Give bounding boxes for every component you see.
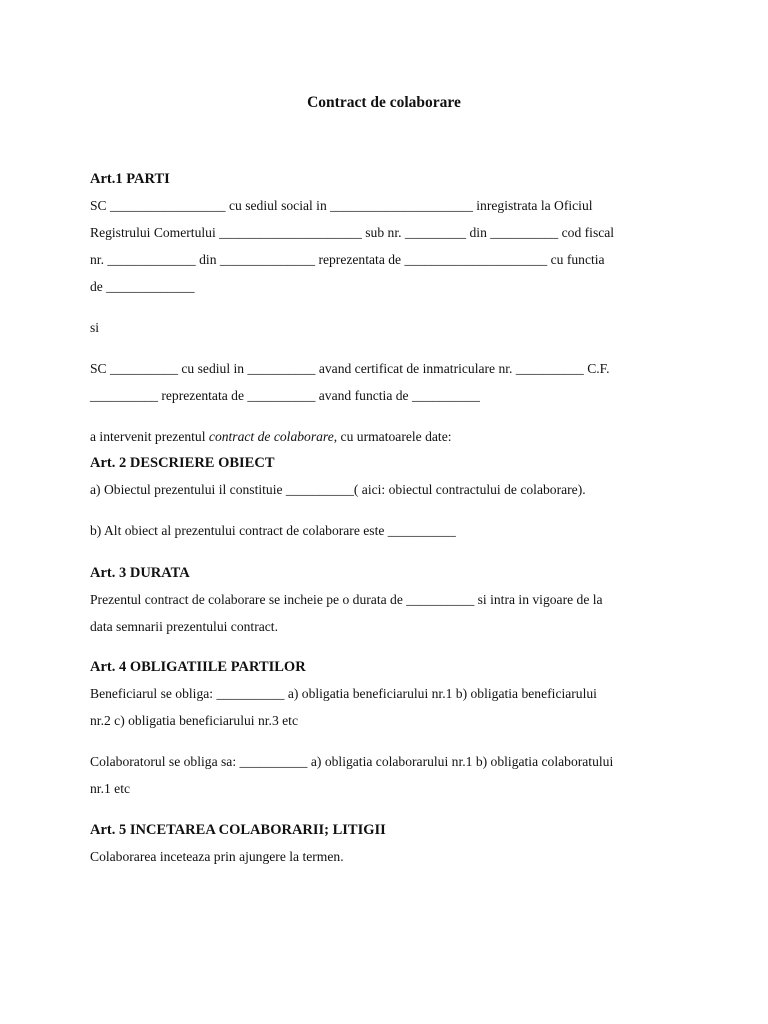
art2-heading: Art. 2 DESCRIERE OBIECT [90, 455, 275, 471]
art1-line-2: Registrului Comertului _____________________ sub nr. _________ din __________ cod fiscal [90, 225, 615, 240]
art1-heading: Art.1 PARTI [90, 171, 170, 187]
beneficiar-line-1: Beneficiarul se obliga: __________ a) obligatia beneficiarului nr.1 b) obligatia beneficiarului [90, 686, 597, 701]
art1-line-1: SC _________________ cu sediul social in _____________________ inregistrata la Oficiul [90, 198, 593, 213]
art3-heading: Art. 3 DURATA [90, 565, 190, 581]
art3-line-2: data semnarii prezentului contract. [90, 619, 278, 634]
art4-heading: Art. 4 OBLIGATIILE PARTILOR [90, 659, 306, 675]
intro-text-italic: contract de colaborare [208, 429, 334, 444]
intro-text-after: , cu urmatoarele date: [333, 429, 452, 444]
colaborator-line-1: Colaboratorul se obliga sa: __________ a) obligatia colaborarului nr.1 b) obligatia colaboratului [90, 754, 614, 769]
intro-line [90, 429, 452, 445]
beneficiar-line-2: nr.2 c) obligatia beneficiarului nr.3 etc [90, 713, 298, 728]
party2-line-2: __________ reprezentata de __________ avand functia de __________ [90, 388, 480, 403]
art1-line-4: de _____________ [90, 279, 195, 294]
document-title: Contract de colaborare [307, 94, 461, 111]
art5-heading: Art. 5 INCETAREA COLABORARII; LITIGII [90, 822, 386, 838]
colaborator-line-2: nr.1 etc [90, 781, 131, 796]
art2-line-a: a) Obiectul prezentului il constituie __________( aici: obiectul contractului de colaborare). [90, 482, 586, 497]
art1-line-3: nr. _____________ din ______________ reprezentata de _____________________ cu functia [90, 252, 605, 267]
intro-text-before: a intervenit prezentul [90, 429, 209, 444]
art3-line-1: Prezentul contract de colaborare se incheie pe o durata de __________ si intra in vigoare de la [90, 592, 603, 607]
art5-line: Colaborarea inceteaza prin ajungere la termen. [90, 849, 344, 864]
art2-line-b: b) Alt obiect al prezentului contract de colaborare este __________ [90, 523, 456, 538]
party2-line-1: SC __________ cu sediul in __________ avand certificat de inmatriculare nr. __________ C.F. [90, 361, 610, 376]
si-text: si [90, 320, 100, 335]
